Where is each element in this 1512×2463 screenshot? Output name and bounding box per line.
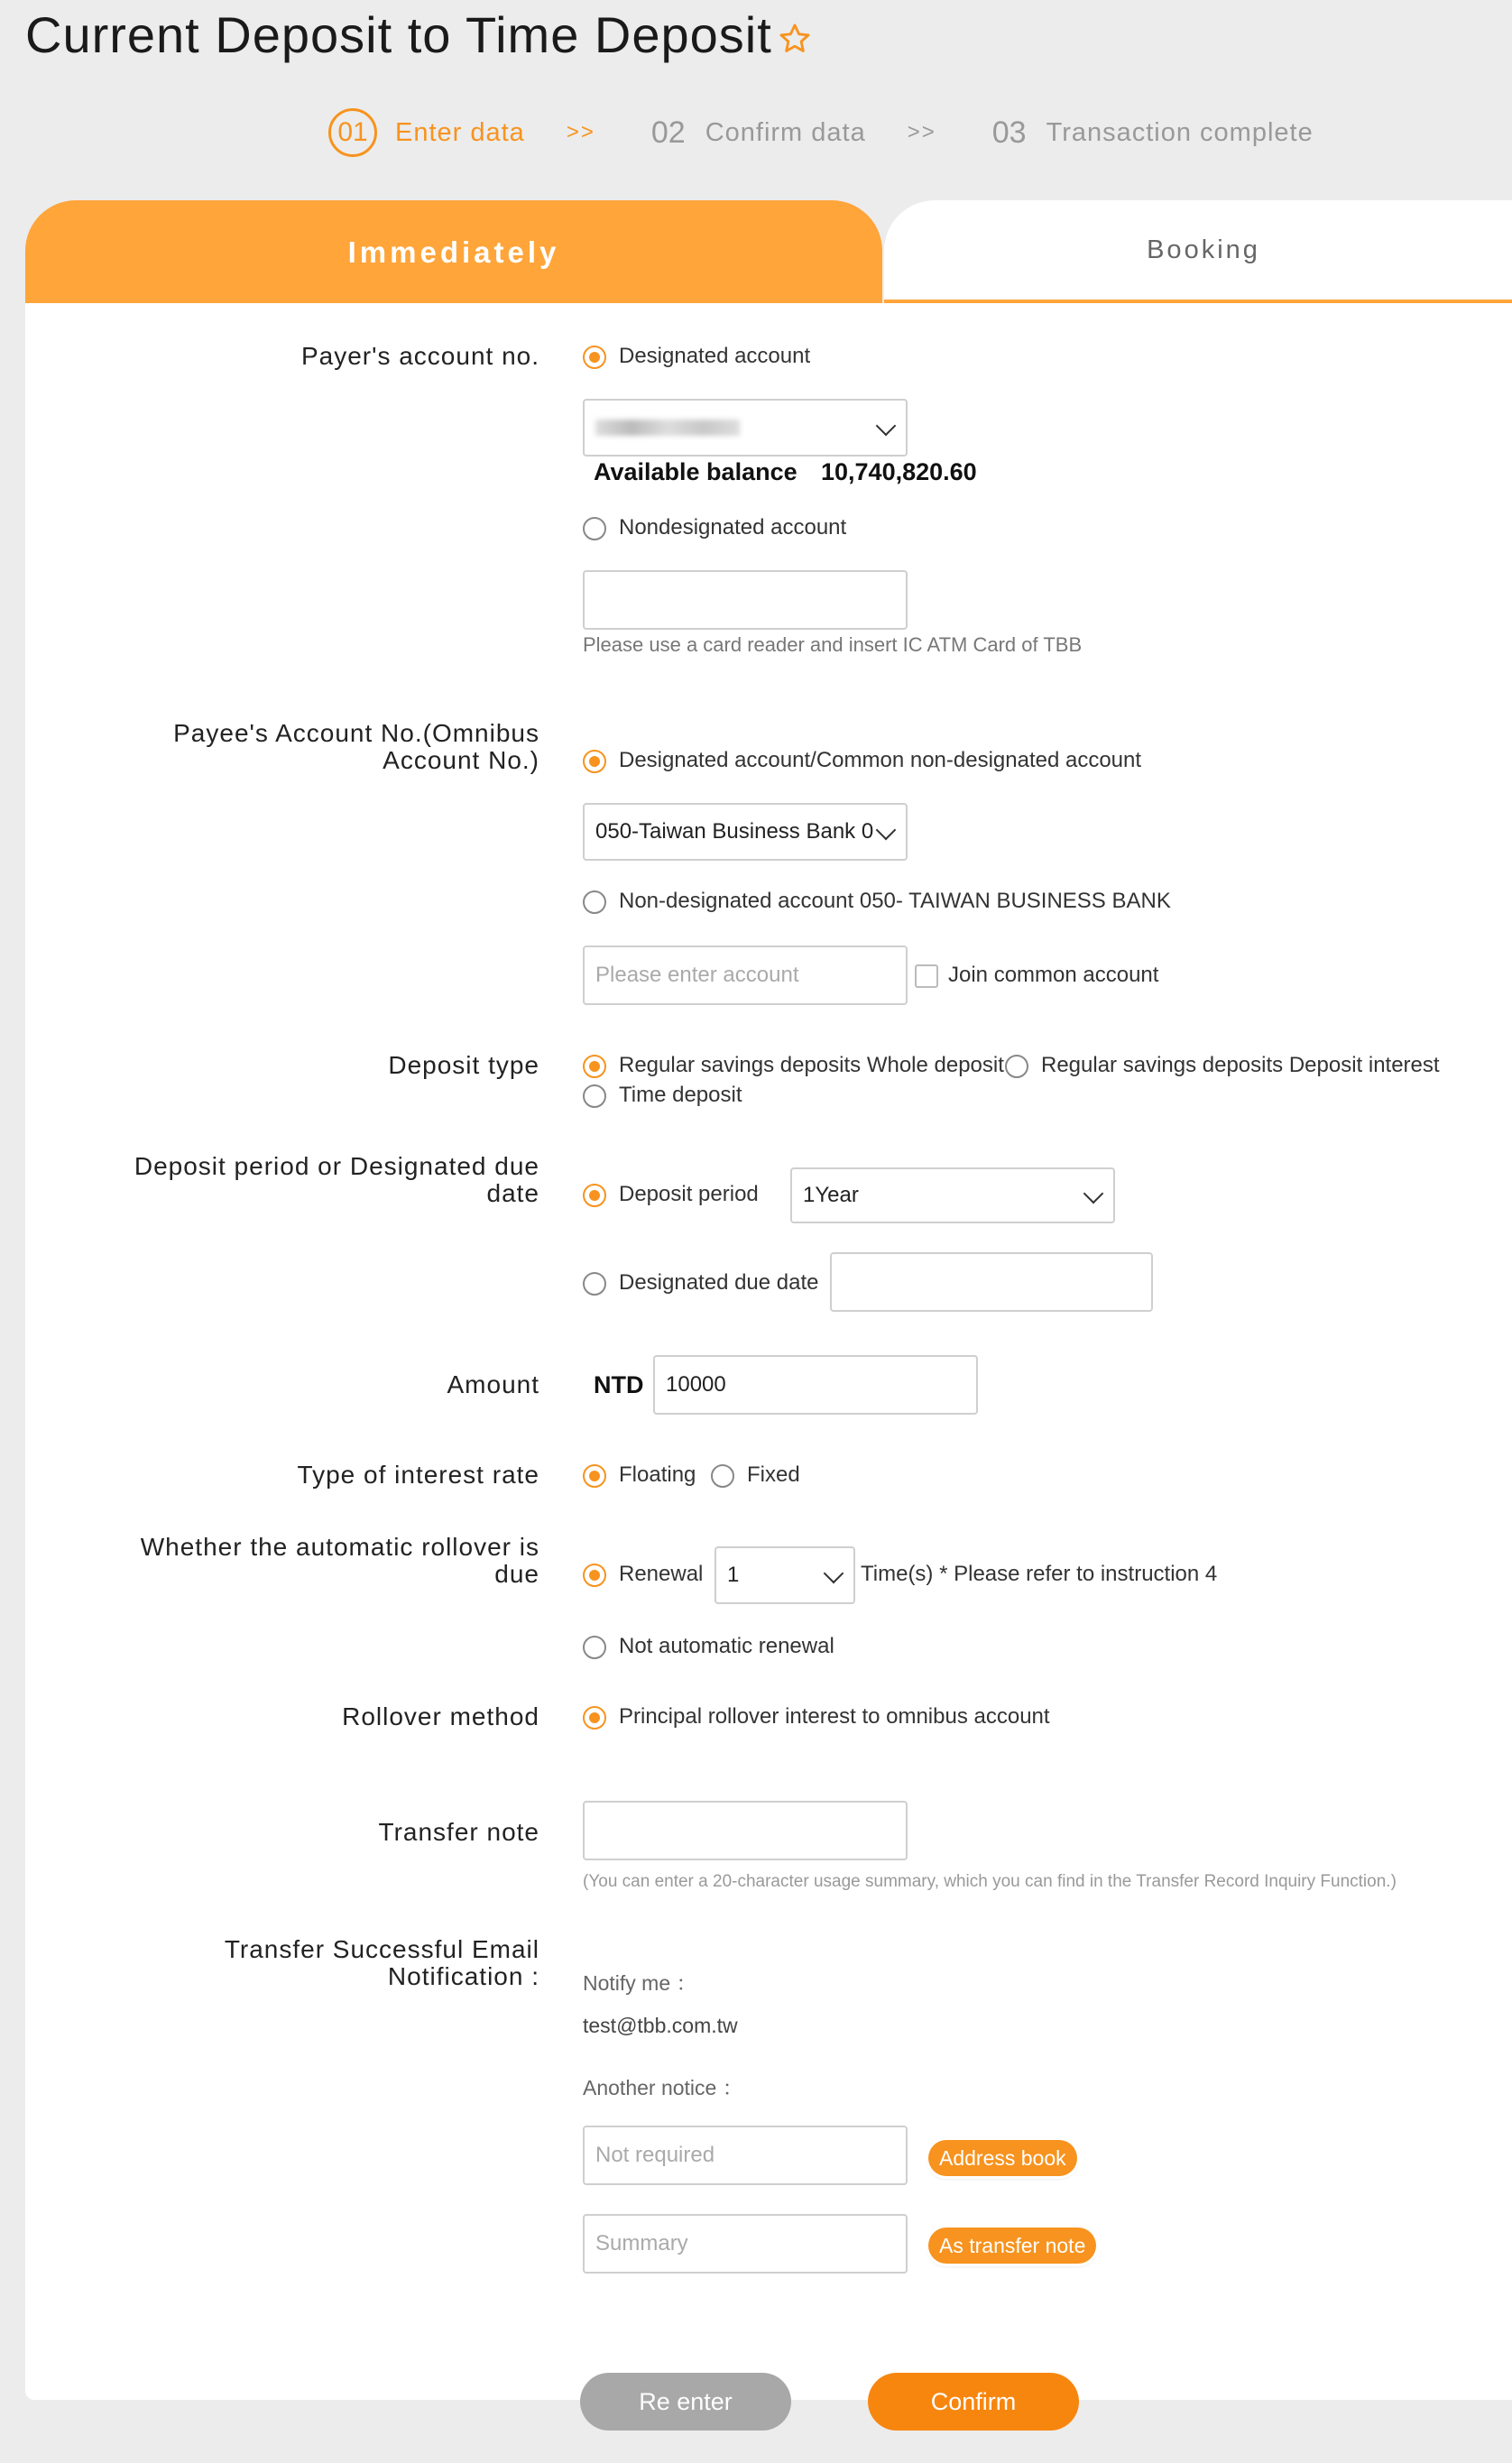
interest-floating-label: Floating <box>619 1462 696 1487</box>
payer-account-select[interactable] <box>583 399 908 457</box>
chevron-down-icon <box>876 820 897 841</box>
renewal-times-select[interactable]: 1 <box>715 1546 855 1604</box>
available-balance-value: 10,740,820.60 <box>821 458 977 485</box>
favorite-star-icon[interactable] <box>778 22 812 56</box>
progress-steps <box>328 101 1314 164</box>
step-separator: >> <box>566 120 595 144</box>
step-3-number: 03 <box>991 115 1027 150</box>
email-summary-input[interactable]: Summary <box>583 2214 908 2274</box>
tab-immediately[interactable]: Immediately <box>25 200 882 305</box>
join-common-account-checkbox[interactable] <box>915 964 938 988</box>
step-separator: >> <box>907 120 936 144</box>
payer-account-label: Payer's account no. <box>300 342 539 370</box>
designated-due-date-label: Designated due date <box>619 1270 819 1295</box>
page-title: Current Deposit to Time Deposit <box>25 5 812 64</box>
payee-designated-radio[interactable] <box>583 750 606 773</box>
chevron-down-icon <box>1083 1184 1104 1204</box>
amount-input[interactable]: 10000 <box>653 1355 978 1415</box>
deposit-type-interest-radio[interactable] <box>1005 1055 1028 1078</box>
deposit-period-radio[interactable] <box>583 1184 606 1207</box>
interest-rate-label: Type of interest rate <box>297 1461 539 1489</box>
chevron-down-icon <box>824 1564 844 1584</box>
interest-fixed-label: Fixed <box>747 1462 800 1487</box>
join-common-account-label: Join common account <box>948 963 1159 987</box>
card-reader-hint: Please use a card reader and insert IC ATM Card of TBB <box>583 633 1083 656</box>
tab-booking[interactable]: Booking <box>884 200 1512 305</box>
deposit-type-interest-label: Regular savings deposits Deposit interest <box>1041 1053 1440 1077</box>
step-1-number: 01 <box>328 108 377 157</box>
not-renewal-label: Not automatic renewal <box>619 1634 834 1658</box>
payee-designated-label: Designated account/Common non-designated account <box>619 748 1142 772</box>
rollover-method-option-label: Principal rollover interest to omnibus account <box>619 1704 1050 1729</box>
chevron-down-icon <box>876 416 897 437</box>
deposit-type-time-label: Time deposit <box>619 1083 742 1107</box>
transfer-timing-tabs <box>25 200 1512 305</box>
transfer-note-label: Transfer note <box>378 1818 539 1846</box>
available-balance-label: Available balance <box>594 458 797 485</box>
another-notice-label: Another notice ： <box>583 2076 743 2099</box>
interest-floating-radio[interactable] <box>583 1464 606 1488</box>
rollover-method-label: Rollover method <box>342 1702 539 1730</box>
renewal-times-note: Time(s) * Please refer to instruction 4 <box>861 1562 1218 1586</box>
step-2-label: Confirm data <box>705 117 866 147</box>
deposit-period-select[interactable]: 1Year <box>790 1167 1115 1223</box>
step-3-label: Transaction complete <box>1046 117 1314 147</box>
payer-nondesignated-label: Nondesignated account <box>619 515 847 540</box>
rollover-method-radio[interactable] <box>583 1706 606 1730</box>
transfer-note-input[interactable] <box>583 1801 908 1860</box>
payee-nondesignated-label: Non-designated account 050- TAIWAN BUSINESS BANK <box>619 889 1171 913</box>
confirm-button[interactable]: Confirm <box>868 2373 1079 2431</box>
reenter-button[interactable]: Re enter <box>580 2373 791 2431</box>
step-2-number: 02 <box>650 115 686 150</box>
currency-label: NTD <box>594 1371 644 1398</box>
deposit-type-whole-label: Regular savings deposits Whole deposit <box>619 1053 1004 1077</box>
designated-due-date-radio[interactable] <box>583 1272 606 1296</box>
notify-email-value: test@tbb.com.tw <box>583 2014 738 2037</box>
renewal-label: Renewal <box>619 1562 704 1586</box>
another-notice-email-input[interactable]: Not required <box>583 2126 908 2185</box>
deposit-type-whole-radio[interactable] <box>583 1055 606 1078</box>
payee-nondesignated-radio[interactable] <box>583 890 606 914</box>
notify-me-label: Notify me ： <box>583 1971 697 1995</box>
payer-nondesignated-radio[interactable] <box>583 517 606 540</box>
renewal-radio[interactable] <box>583 1564 606 1587</box>
payer-designated-radio[interactable] <box>583 346 606 369</box>
masked-account-number <box>595 420 740 436</box>
payee-account-select[interactable]: 050-Taiwan Business Bank 0 <box>583 803 908 861</box>
payee-account-label: Payee's Account No.(Omnibus Account No.) <box>173 719 539 774</box>
auto-rollover-label: Whether the automatic rollover is due <box>140 1533 539 1588</box>
interest-fixed-radio[interactable] <box>711 1464 734 1488</box>
address-book-button[interactable]: Address book <box>928 2140 1077 2176</box>
as-transfer-note-button[interactable]: As transfer note <box>928 2228 1096 2264</box>
transfer-note-hint: (You can enter a 20-character usage summary, which you can find in the Transfer Record Inquiry Function.) <box>583 1872 1397 1891</box>
step-1-label: Enter data <box>395 117 525 147</box>
deposit-type-label: Deposit type <box>388 1051 539 1079</box>
payer-card-account-input[interactable] <box>583 570 908 630</box>
deposit-type-time-radio[interactable] <box>583 1084 606 1108</box>
amount-label: Amount <box>447 1370 539 1398</box>
not-renewal-radio[interactable] <box>583 1636 606 1659</box>
payee-account-input[interactable]: Please enter account <box>583 946 908 1005</box>
payer-designated-label: Designated account <box>619 344 811 368</box>
deposit-period-option-label: Deposit period <box>619 1182 759 1206</box>
deposit-period-label: Deposit period or Designated due date <box>134 1152 539 1207</box>
email-notification-label: Transfer Successful Email Notification : <box>224 1935 539 1990</box>
designated-due-date-input[interactable] <box>830 1252 1153 1312</box>
